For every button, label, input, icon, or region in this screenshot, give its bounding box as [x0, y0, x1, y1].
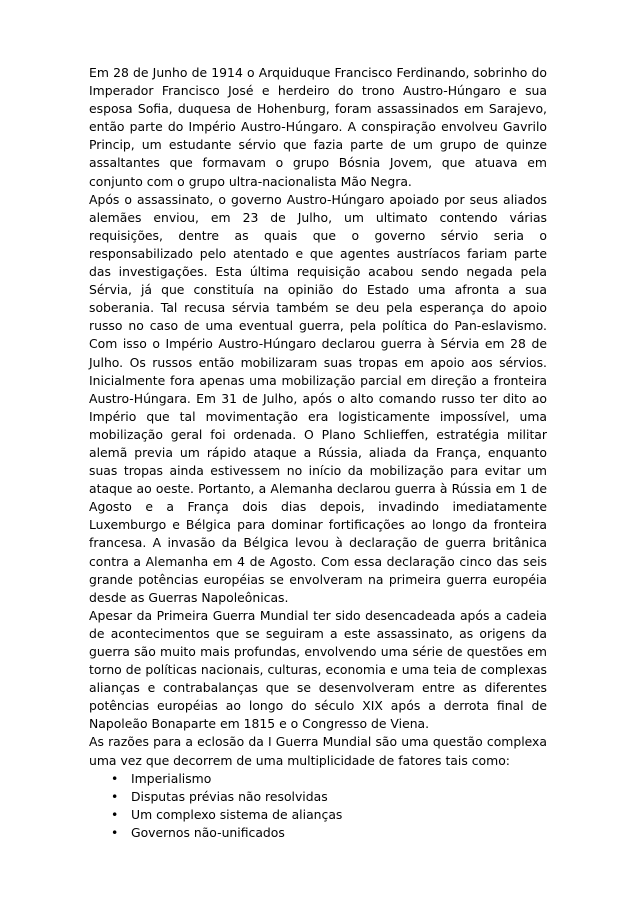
- list-item-text: Imperialismo: [131, 770, 212, 786]
- list-item-text: Governos não-unificados: [131, 824, 285, 840]
- bullet-icon: •: [111, 824, 119, 840]
- reasons-bullet-list: [89, 770, 547, 842]
- document-page: [89, 64, 547, 842]
- list-item-text: Um complexo sistema de alianças: [131, 806, 343, 822]
- paragraph-reasons: As razões para a eclosão da I Guerra Mundial são uma questão complexa uma vez que decorrem de uma multiplicidade de fatores tais como:: [89, 734, 547, 768]
- list-item: [89, 788, 547, 806]
- paragraph-assassination: Em 28 de Junho de 1914 o Arquiduque Francisco Ferdinando, sobrinho do Imperador Francisco José e herdeiro do trono Austro-Húngaro e sua esposa Sofia, duquesa de Hohenburg, foram assassinados em Sarajevo, então parte do Império Austro-Húngaro. A conspiração envolveu Gavrilo Princip, um estudante sérvio que fazia parte de um grupo de quinze assaltantes que formavam o grupo Bósnia Jovem, que atuava em conjunto com o grupo ultra-nacionalista Mão Negra.: [89, 65, 547, 189]
- bullet-icon: •: [111, 788, 119, 804]
- paragraph-origins: Apesar da Primeira Guerra Mundial ter sido desencadeada após a cadeia de acontecimentos que se seguiram a este assassinato, as origens da guerra são muito mais profundas, envolvendo uma série de questões em torno de políticas nacionais, culturas, economia e uma teia de complexas alianças e contrabalanças que se desenvolveram entre as diferentes potências européias ao longo do século XIX após a derrota final de Napoleão Bonaparte em 1815 e o Congresso de Viena.: [89, 607, 547, 732]
- list-item-text: Disputas prévias não resolvidas: [131, 788, 328, 804]
- bullet-icon: •: [111, 806, 119, 822]
- bullet-icon: •: [111, 770, 119, 786]
- list-item: [89, 824, 547, 842]
- list-item: [89, 770, 547, 788]
- list-item: [89, 806, 547, 824]
- paragraph-ultimatum: Após o assassinato, o governo Austro-Húngaro apoiado por seus aliados alemães enviou, em 23 de Julho, um ultimato contendo várias requisições, dentre as quais que o governo sérvio seria o responsabilizado pelo atentado e que agentes austríacos fariam parte das investigações. Esta última requisição acabou sendo negada pela Sérvia, já que constituía na opinião do Estado uma afronta a sua soberania. Tal recusa sérvia também se deu pela esperança do apoio russo no caso de uma eventual guerra, pela política do Pan-eslavismo. Com isso o Império Austro-Húngaro declarou guerra à Sérvia em 28 de Julho. Os russos então mobilizaram suas tropas em apoio aos sérvios. Inicialmente fora apenas uma mobilização parcial em direção a fronteira Austro-Húngara. Em 31 de Julho, após o alto comando russo ter dito ao Império que tal movimentação era logisticamente impossível, uma mobilização geral foi ordenada. O Plano Schlieffen, estratégia militar alemã previa um rápido ataque a Rússia, aliada da França, enquanto suas tropas ainda estivessem no início da mobilização para evitar um ataque ao oeste. Portanto, a Alemanha declarou guerra à Rússia em 1 de Agosto e a França dois dias depois, invadindo imediatamente Luxemburgo e Bélgica para dominar fortificações ao longo da fronteira francesa. A invasão da Bélgica levou à declaração de guerra britânica contra a Alemanha em 4 de Agosto. Com essa declaração cinco das seis grande potências européias se envolveram na primeira guerra européia desde as Guerras Napoleônicas.: [89, 191, 547, 605]
